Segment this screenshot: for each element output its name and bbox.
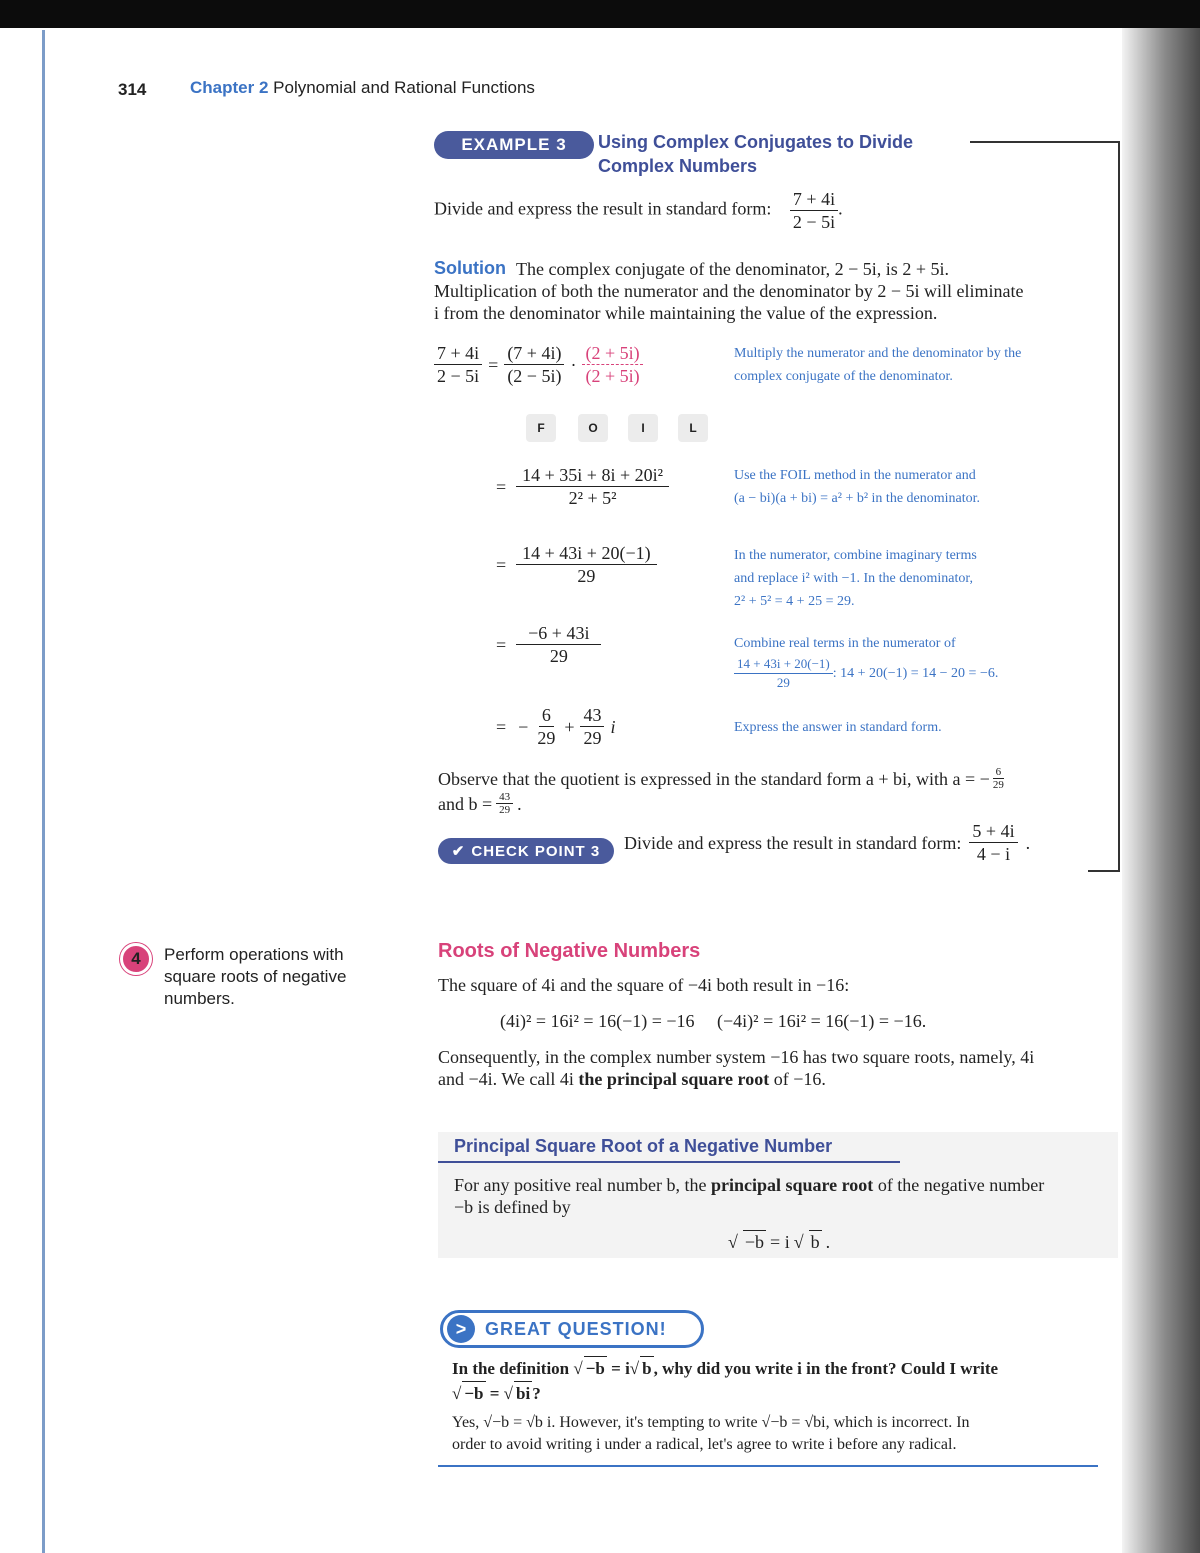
- formula-equals: = i: [770, 1232, 790, 1252]
- section-heading: Roots of Negative Numbers: [438, 940, 701, 962]
- note-1-line2: complex conjugate of the denominator.: [734, 369, 953, 384]
- foil-tab-inside: I: [628, 414, 658, 442]
- definition-text: [454, 1174, 1114, 1218]
- page-number: 314: [118, 80, 147, 99]
- minus-sign: −: [518, 716, 529, 737]
- step-4: [496, 622, 601, 667]
- checkpoint-badge-label: CHECK POINT 3: [471, 842, 601, 860]
- definition-line1-end: of the negative number: [877, 1175, 1045, 1195]
- note-2-line2: (a − bi)(a + bi) = a² + b² in the denominator.: [734, 491, 981, 506]
- radical-sign-icon: √: [728, 1232, 738, 1252]
- checkmark-icon: ✔: [451, 843, 466, 860]
- fraction-numerator: 7 + 4i: [790, 188, 838, 211]
- note-5: Express the answer in standard form.: [734, 720, 942, 735]
- page-margin-rule: [42, 30, 45, 1553]
- step-1: [434, 342, 643, 387]
- radical-sign-icon: √: [793, 1232, 804, 1252]
- great-question-label: GREAT QUESTION!: [485, 1318, 667, 1339]
- definition-line2: −b is defined by: [454, 1197, 571, 1217]
- note-4-tail: : 14 + 20(−1) = 14 − 20 = −6.: [832, 666, 999, 681]
- fraction-denominator: 29: [583, 728, 602, 748]
- example-title: [598, 130, 913, 178]
- great-question-rule: [438, 1465, 1098, 1467]
- foil-tab-outside: O: [578, 414, 608, 442]
- fraction-denominator: 29: [499, 804, 511, 816]
- equals-sign: =: [496, 634, 507, 655]
- note-4-fraction: [734, 655, 833, 692]
- checkpoint-prompt: Divide and express the result in standard form: $\frac{5 + 4i}{4 - i}$ .: [624, 821, 1031, 864]
- fraction-denominator: (2 − 5i): [507, 366, 562, 386]
- fraction-denominator: 4 − i: [976, 844, 1011, 864]
- fraction-numerator: −6 + 43i: [516, 622, 601, 645]
- solution-line2: Multiplication of both the numerator and the denominator by 2 − 5i will eliminate: [434, 281, 1024, 301]
- foil-tab-last: L: [678, 414, 708, 442]
- fraction-numerator: 5 + 4i: [969, 820, 1017, 843]
- fraction-denominator: 2² + 5²: [568, 488, 617, 508]
- fraction-numerator: 14 + 43i + 20(−1): [734, 655, 833, 674]
- step5-imag: [580, 704, 604, 749]
- solution-paragraph: [434, 258, 1118, 324]
- solution-line3: i from the denominator while maintaining the value of the expression.: [434, 303, 938, 323]
- dot-operator: ·: [570, 354, 577, 375]
- equals-sign: =: [488, 354, 499, 375]
- definition-heading: Principal Square Root of a Negative Number: [454, 1136, 833, 1156]
- running-header: [190, 78, 535, 98]
- fraction-numerator: 6: [993, 766, 1005, 779]
- observe-b-fraction: [496, 791, 513, 816]
- principal-square-root-term: the principal square root: [578, 1069, 770, 1089]
- solution-line1: The complex conjugate of the denominator, 2 − 5i, is 2 + 5i.: [515, 259, 949, 279]
- fraction-denominator: 2 − 5i: [792, 212, 836, 232]
- fraction-numerator: 6: [539, 704, 554, 727]
- answer-line1: Yes, √−b = √b i. However, it's tempting to write √−b = √bi, which is incorrect. In: [452, 1414, 970, 1431]
- great-question-answer: [452, 1412, 1112, 1456]
- example-title-line1: Using Complex Conjugates to Divide: [598, 132, 914, 152]
- fraction-numerator: 14 + 43i + 20(−1): [516, 542, 656, 565]
- step-5: [496, 704, 615, 749]
- fraction-numerator: (2 + 5i): [582, 342, 642, 365]
- great-question-question: [452, 1356, 1112, 1406]
- plus-sign: +: [564, 716, 575, 737]
- radicand: −b: [744, 1232, 765, 1252]
- definition-rule: [438, 1161, 900, 1163]
- definition-line1: For any positive real number b, the: [454, 1175, 707, 1195]
- imaginary-unit: i: [610, 716, 616, 737]
- question-formula-2: √ −b = √ bi: [452, 1384, 532, 1403]
- fraction-numerator: 7 + 4i: [434, 342, 482, 365]
- objective-number-icon: 4: [120, 943, 152, 975]
- example-prompt-fraction: [790, 188, 838, 233]
- chevron-right-icon: >: [447, 1315, 475, 1343]
- step3-fraction: [516, 542, 656, 587]
- roots-paragraph-1: The square of 4i and the square of −4i both result in −16:: [438, 975, 850, 995]
- question-mark: ?: [532, 1384, 541, 1403]
- observe-paragraph: Observe that the quotient is expressed in the standard form a + bi, with a = − $\frac{6}{29}$ and b = $\frac{43}{29}$ .: [438, 766, 1118, 816]
- equals-sign: =: [496, 476, 507, 497]
- answer-line2: order to avoid writing i under a radical, let's agree to write i before any radical.: [452, 1436, 957, 1453]
- fraction-numerator: 43: [580, 704, 604, 727]
- checkpoint-fraction: [969, 820, 1017, 865]
- note-1-line1: Multiply the numerator and the denominator by the: [734, 346, 1022, 361]
- note-4-line1: Combine real terms in the numerator of: [734, 636, 956, 651]
- roots-p2-text: and −4i. We call 4i: [438, 1069, 574, 1089]
- equals-sign: =: [496, 554, 507, 575]
- solution-label: Solution: [434, 258, 506, 278]
- chapter-title: Polynomial and Rational Functions: [273, 78, 535, 97]
- step1-original: [504, 342, 564, 387]
- roots-paragraph-2: [438, 1046, 1128, 1090]
- objective-text: Perform operations with square roots of negative numbers.: [164, 945, 347, 1008]
- example-rule: [970, 141, 1120, 143]
- note-4: [734, 632, 998, 692]
- roots-equation: (4i)² = 16i² = 16(−1) = −16 (−4i)² = 16i² = 16(−1) = −16.: [500, 1011, 927, 1031]
- fraction-numerator: (7 + 4i): [504, 342, 564, 365]
- formula-period: .: [825, 1232, 831, 1252]
- observe-line2: and b =: [438, 793, 493, 814]
- observe-a-fraction: [990, 766, 1007, 791]
- fraction-denominator: 29: [577, 566, 596, 586]
- example-badge: EXAMPLE 3: [434, 131, 594, 159]
- step-3: [496, 542, 657, 587]
- example-title-line2: Complex Numbers: [598, 156, 758, 176]
- scan-spine-shadow: [1122, 28, 1200, 1553]
- radicand: b: [810, 1232, 820, 1252]
- step2-fraction: [516, 464, 669, 509]
- fraction-numerator: 14 + 35i + 8i + 20i²: [516, 464, 669, 487]
- definition-formula: [728, 1230, 830, 1253]
- step1-lhs: [434, 342, 482, 387]
- scan-top-border: [0, 0, 1200, 28]
- observe-line1: Observe that the quotient is expressed in the standard form a + bi, with a = −: [438, 768, 990, 789]
- note-3-line2: and replace i² with −1. In the denominator,: [734, 571, 973, 586]
- foil-tab-first: F: [526, 414, 556, 442]
- roots-p2-line1: Consequently, in the complex number system −16 has two square roots, namely, 4i: [438, 1047, 1035, 1067]
- fraction-denominator: 2 − 5i: [437, 366, 480, 386]
- example-rule-vertical: [1118, 141, 1120, 871]
- example-rule-bottom: [1088, 870, 1120, 872]
- question-line1-end: why did you write i in the front? Could I write: [662, 1359, 999, 1378]
- fraction-denominator: 29: [549, 646, 568, 666]
- example-prompt-text: Divide and express the result in standard form:: [434, 198, 772, 219]
- question-formula: √ −b = i√ b ,: [573, 1359, 657, 1378]
- roots-p2-text-end: of −16.: [773, 1069, 826, 1089]
- checkpoint-badge: [438, 838, 614, 864]
- step1-conjugate: [582, 342, 642, 387]
- note-3-line1: In the numerator, combine imaginary terms: [734, 548, 977, 563]
- note-1: [734, 342, 1021, 388]
- note-2-line1: Use the FOIL method in the numerator and: [734, 468, 976, 483]
- checkpoint-text: Divide and express the result in standard form:: [624, 832, 962, 853]
- fraction-numerator: 43: [496, 791, 513, 804]
- example-prompt: Divide and express the result in standard form: $\frac{7 + 4i}{2 - 5i}$ .: [434, 189, 843, 232]
- fraction-denominator: 29: [776, 675, 790, 690]
- chapter-label: Chapter 2: [190, 78, 269, 97]
- fraction-denominator: (2 + 5i): [585, 366, 640, 386]
- step4-fraction: [516, 622, 601, 667]
- fraction-denominator: 29: [537, 728, 556, 748]
- great-question-badge: [440, 1310, 704, 1348]
- note-3: [734, 544, 977, 613]
- note-2: [734, 464, 980, 510]
- equals-sign: =: [496, 716, 507, 737]
- question-line1: In the definition: [452, 1359, 570, 1378]
- fraction-denominator: 29: [992, 779, 1004, 791]
- step5-real: [534, 704, 558, 749]
- note-3-line3: 2² + 5² = 4 + 25 = 29.: [734, 594, 855, 609]
- step-2: [496, 464, 669, 509]
- definition-term: principal square root: [710, 1175, 874, 1195]
